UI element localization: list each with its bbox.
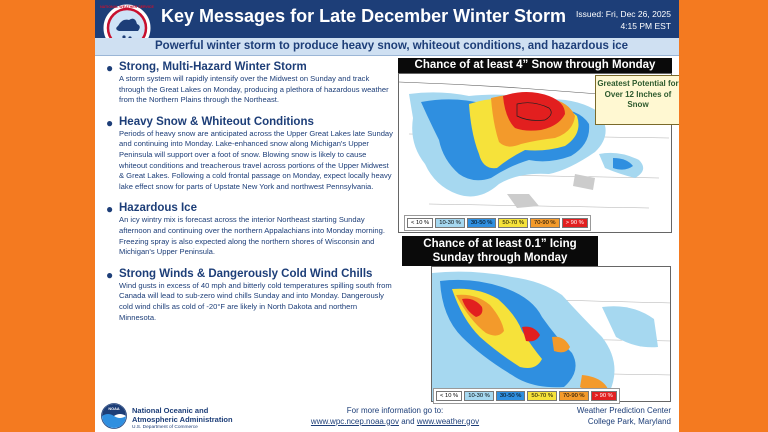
nws-logo-text: NATIONAL WEATHER SERVICE: [100, 5, 154, 9]
key-message-body: A storm system will rapidly intensify over the Midwest on Sunday and track through the Great Lakes on Monday, producing a plethora of hazardous weather from the Northern Plains through the Northeast.: [119, 74, 389, 105]
noaa-logo: [101, 403, 127, 429]
legend-item: 50-70 %: [527, 391, 557, 401]
legend-item: 30-50 %: [496, 391, 526, 401]
noaa-name: [132, 407, 233, 424]
issued-time: [576, 8, 671, 32]
legend-item: 70-90 %: [559, 391, 589, 401]
more-info-links: [295, 417, 495, 428]
page-title: Key Messages for Late December Winter Storm: [161, 6, 566, 26]
key-message-body: Wind gusts in excess of 40 mph and bitterly cold temperatures spilling south from Canada will lead to sub-zero wind chills Sunday and into Monday. Dangerously cold wind chills as cold of -20°F are likely in North Dakota and northern Minnesota.: [119, 280, 392, 322]
legend-item: 10-30 %: [464, 391, 494, 401]
key-message-2: [103, 115, 393, 193]
key-messages-list: [103, 60, 393, 332]
legend-item: > 90 %: [591, 391, 617, 401]
noaa-name-line1: National Oceanic and: [132, 406, 209, 415]
ice-map-title-line1: Chance of at least 0.1” Icing: [423, 238, 577, 250]
issued-date: Issued: Fri, Dec 26, 2025: [576, 9, 671, 19]
key-message-heading: Strong Winds & Dangerously Cold Wind Chills: [119, 267, 373, 280]
legend-item: > 90 %: [562, 218, 588, 228]
key-message-heading: Heavy Snow & Whiteout Conditions: [119, 115, 314, 128]
key-message-body: Periods of heavy snow are anticipated across the Upper Great Lakes late Sunday and continuing into Monday. Lake-enhanced snow along Michigan's Upper Peninsula will support over a foot of snow. Blowing snow is likely to cause whiteout conditions and treacherous travel across portions of the Upper Midwest & Great Lakes. Following a cold frontal passage on Monday, expect locally heavy lake effect snow for parts of Upstate New York and northwest Pennsylvania.: [119, 128, 393, 191]
wpc-location: College Park, Maryland: [587, 416, 671, 426]
legend-item: < 10 %: [436, 391, 462, 401]
footer: [95, 402, 679, 432]
weather-gov-link[interactable]: www.weather.gov: [416, 416, 480, 426]
key-message-heading: Hazardous Ice: [119, 202, 197, 215]
key-message-heading: Strong, Multi-Hazard Winter Storm: [119, 61, 307, 73]
legend-item: 10-30 %: [435, 218, 465, 228]
subtitle-bar: [95, 38, 679, 56]
bullet-icon: ●: [106, 267, 114, 282]
wpc-credit: [577, 406, 671, 427]
ice-map-title-line2: Sunday through Monday: [432, 252, 568, 264]
key-message-4: [103, 267, 393, 323]
ice-map-graphic: [432, 267, 671, 402]
legend-item: 50-70 %: [498, 218, 528, 228]
noaa-logo-text: NOAA: [108, 407, 120, 411]
more-info: [295, 406, 495, 427]
key-message-1: [103, 60, 393, 106]
key-message-body: An icy wintry mix is forecast across the interior Northeast starting Sunday afternoon and continuing over the northern Appalachians into Monday morning. Freezing spray is also expected along the northern shores of Wisconsin and Michigan's Upper Peninsula.: [119, 215, 385, 257]
bullet-icon: ●: [106, 115, 114, 130]
legend-item: < 10 %: [407, 218, 433, 228]
bullet-icon: ●: [106, 202, 114, 217]
more-info-label: For more information go to:: [346, 406, 444, 415]
header-bar: [95, 0, 679, 38]
issued-clock: 4:15 PM EST: [620, 21, 671, 31]
legend-item: 70-90 %: [530, 218, 560, 228]
wpc-link[interactable]: www.wpc.ncep.noaa.gov: [310, 416, 399, 426]
slide: [95, 0, 679, 432]
wpc-name: Weather Prediction Center: [576, 406, 671, 415]
ice-map: [431, 266, 671, 402]
snow-callout: Greatest Potential for Over 12 Inches of Snow: [595, 75, 679, 125]
subtitle: Powerful winter storm to produce heavy snow, whiteout conditions, and hazardous ice: [155, 40, 629, 52]
key-message-3: [103, 201, 393, 257]
snow-map-title: Chance of at least 4” Snow through Monday: [398, 58, 672, 73]
and-text: and: [401, 416, 415, 426]
bullet-icon: ●: [106, 61, 114, 75]
noaa-name-line2: Atmospheric Administration: [132, 414, 233, 424]
legend-item: 30-50 %: [467, 218, 497, 228]
noaa-department: U.S. Department of Commerce: [132, 425, 198, 430]
snow-map-legend: [404, 215, 591, 231]
ice-map-title: [402, 236, 598, 266]
